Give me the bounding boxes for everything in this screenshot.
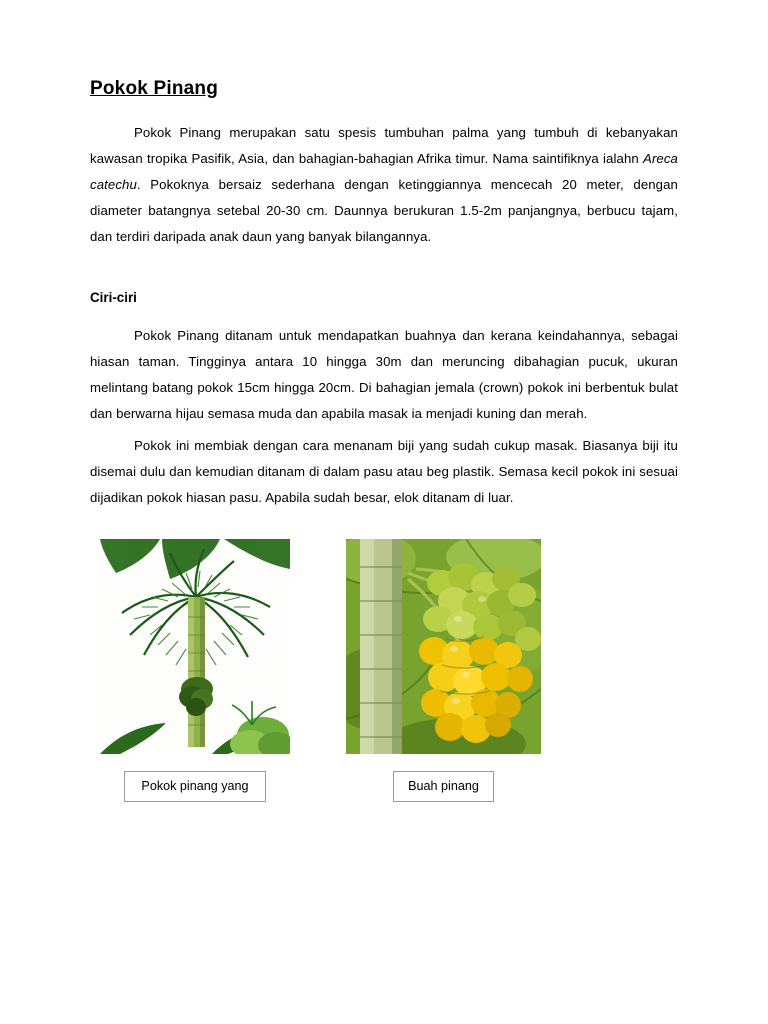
section-heading-ciri-ciri: Ciri-ciri <box>90 290 137 305</box>
figure-tree-caption: Pokok pinang yang <box>124 771 265 802</box>
figure-tree <box>100 539 290 802</box>
figure-group <box>90 539 678 802</box>
page-title: Pokok Pinang <box>90 78 219 99</box>
scientific-name: Areca catechu <box>90 151 678 192</box>
paragraph-ciri-ciri-1: Pokok Pinang ditanam untuk mendapatkan buahnya dan kerana keindahannya, sebagai hiasan taman. Tingginya antara 10 hingga 30m dan meruncing dibahagian pucuk, ukuran melintang batang pokok 15cm hingga 20cm. Di bahagian jemala (crown) pokok ini berbentuk bulat dan berwarna hijau semasa muda dan apabila masak ia menjadi kuning dan merah. <box>90 328 678 421</box>
figure-fruit <box>346 539 541 802</box>
areca-nut-fruit-bunch-photo <box>346 539 541 754</box>
paragraph-ciri-ciri-2: Pokok ini membiak dengan cara menanam biji yang sudah cukup masak. Biasanya biji itu disemai dulu dan kemudian ditanam di dalam pasu atau beg plastik. Semasa kecil pokok ini sesuai dijadikan pokok hiasan pasu. Apabila sudah besar, elok ditanam di luar. <box>90 438 678 505</box>
paragraph-intro-part1: Pokok Pinang merupakan satu spesis tumbuhan palma yang tumbuh di kebanyakan kawasan tropika Pasifik, Asia, dan bahagian-bahagian Afrika timur. Nama saintifiknya ialahn <box>90 125 678 166</box>
figure-fruit-caption: Buah pinang <box>393 771 494 802</box>
paragraph-intro-part2: . Pokoknya bersaiz sederhana dengan ketinggiannya mencecah 20 meter, dengan diameter batangnya setebal 20-30 cm. Daunnya berukuran 1.5-2m panjangnya, berbucu tajam, dan terdiri daripada anak daun yang banyak bilangannya. <box>90 177 678 244</box>
areca-palm-tree-photo <box>100 539 290 754</box>
paragraph-intro <box>90 120 678 250</box>
